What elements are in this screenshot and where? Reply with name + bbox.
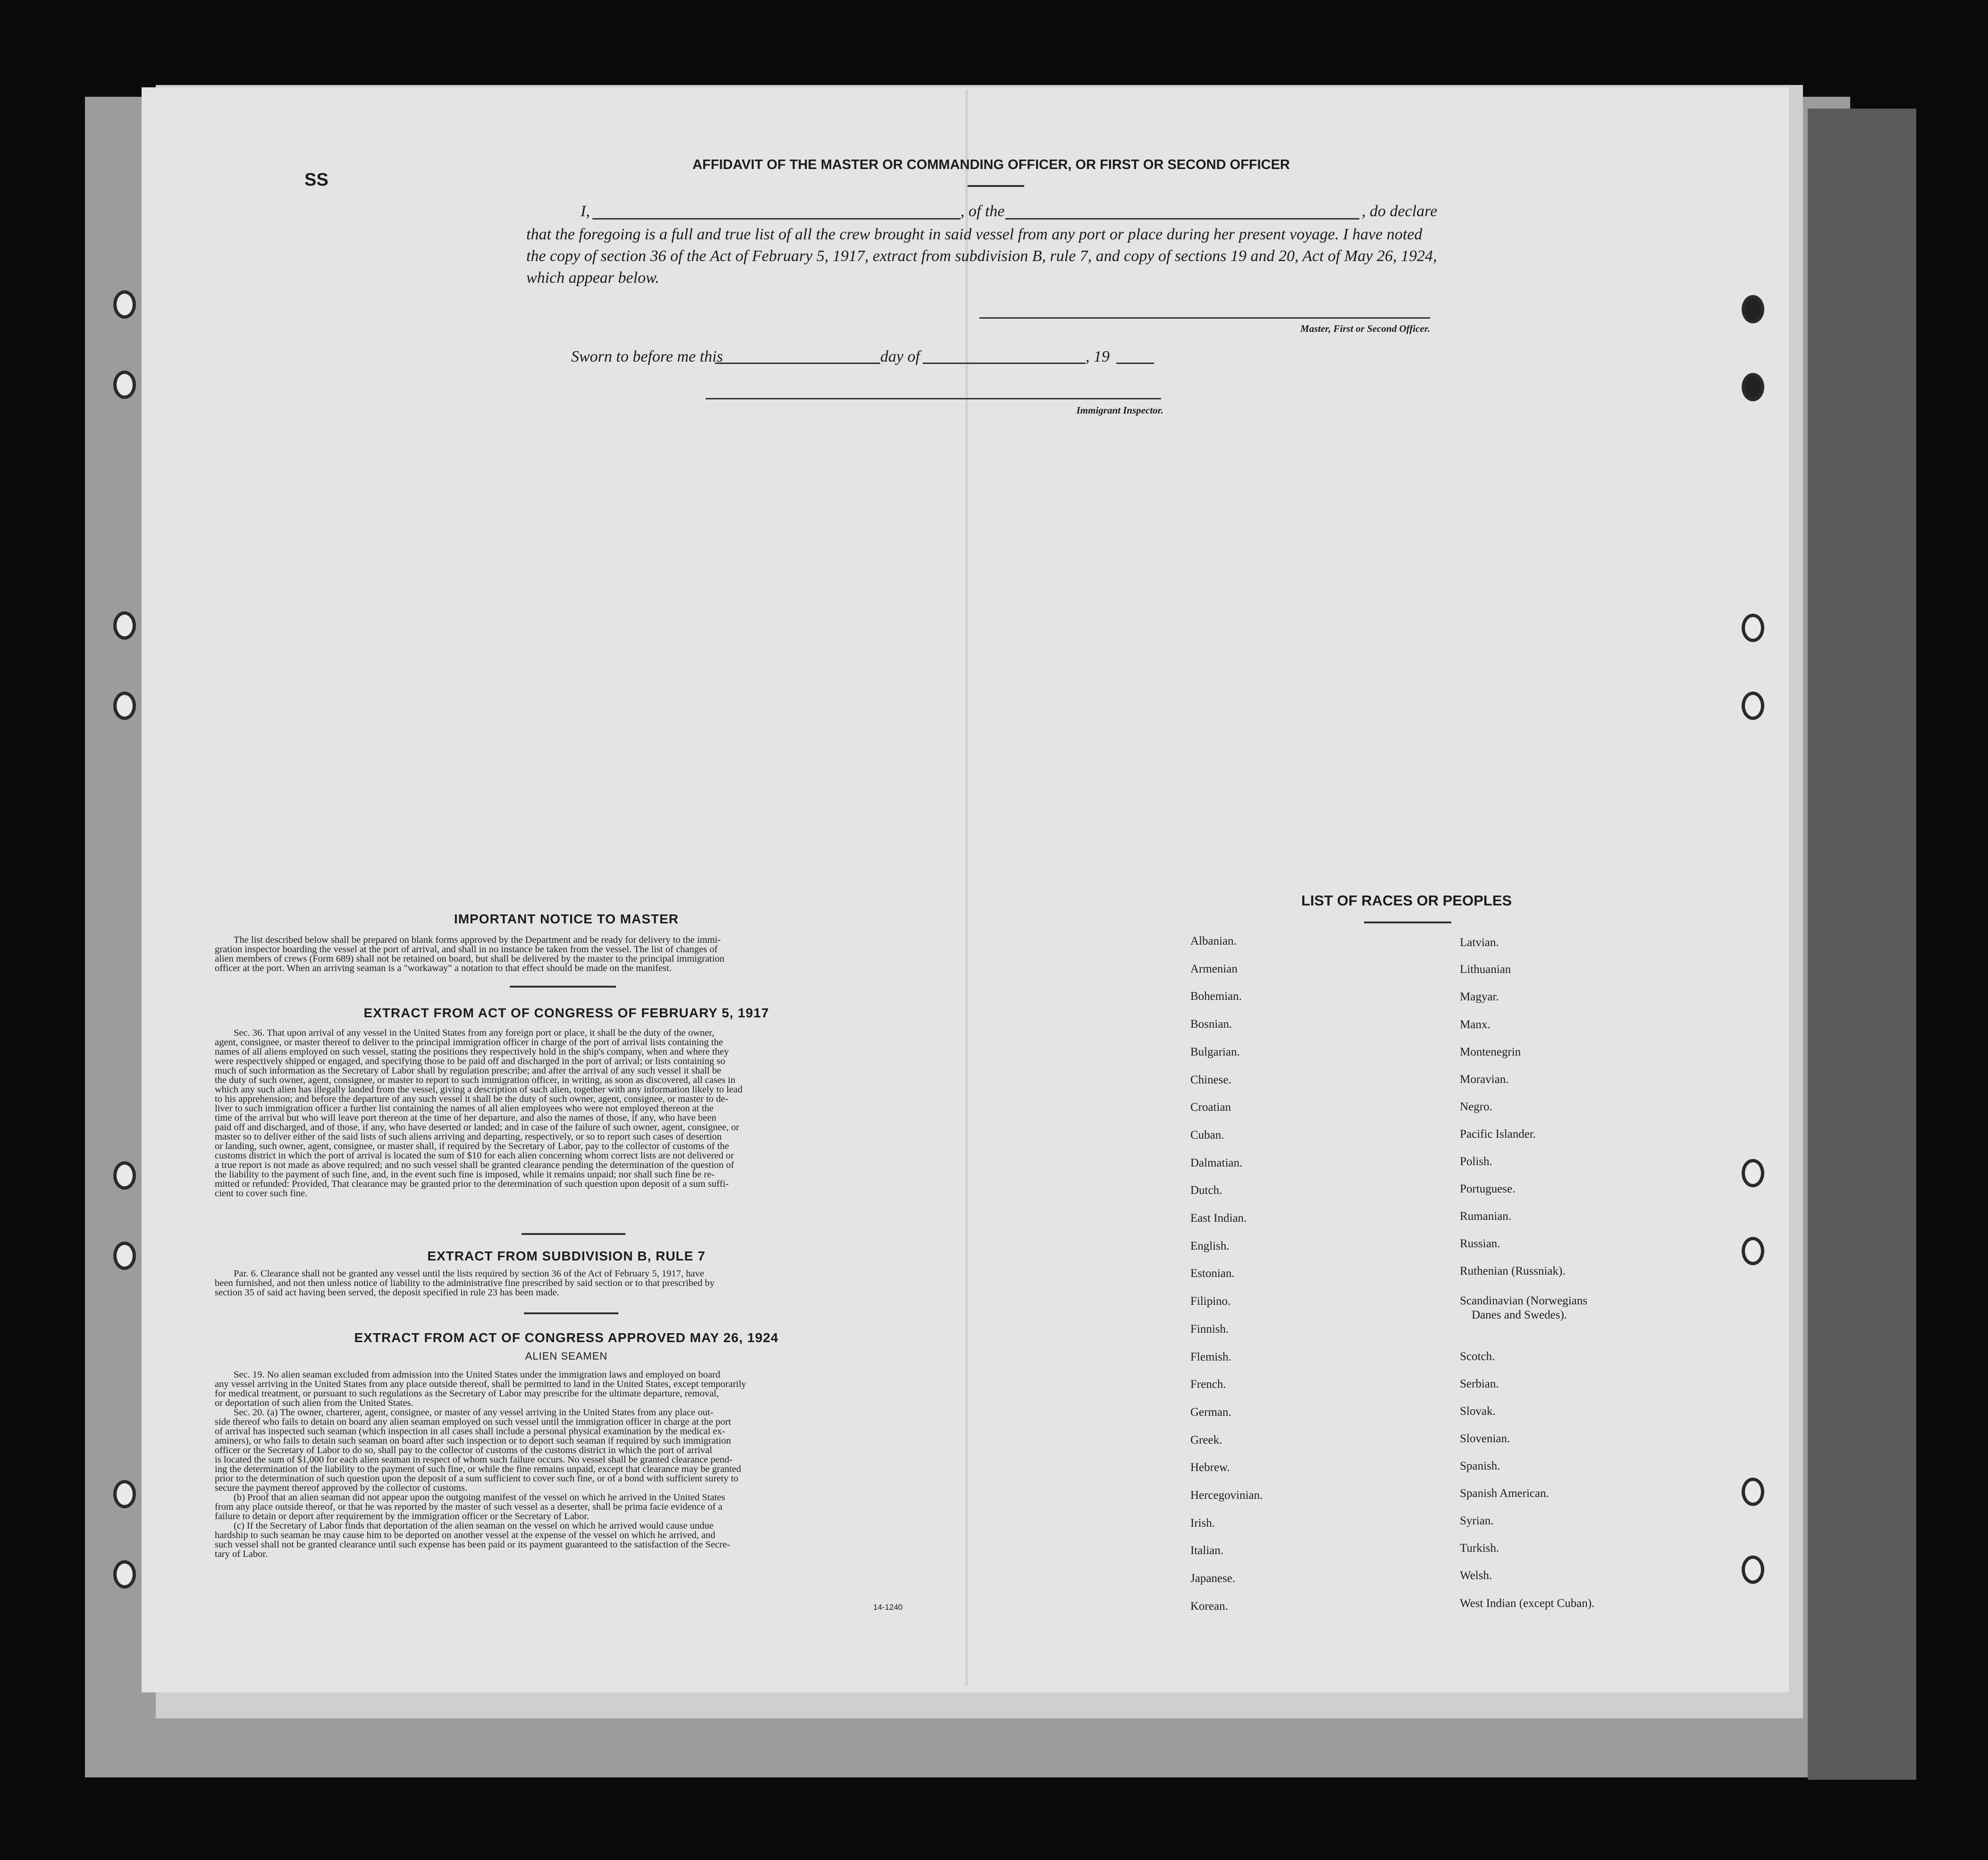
act-1924-line: is located the sum of $1,000 for each alien seaman in respect of whom such failure occurs. No vessel shall be granted clearance pend-: [215, 1454, 733, 1465]
act-1924-line: (b) Proof that an alien seaman did not appear upon the outgoing manifest of the vessel on which he arrived in the United States: [234, 1492, 725, 1503]
race-entry: Syrian.: [1460, 1514, 1494, 1527]
race-entry: Negro.: [1460, 1100, 1492, 1113]
race-entry: Serbian.: [1460, 1378, 1499, 1390]
act-1924-line: ing the determination of the liability to the payment of such fine, or while the fine remains unpaid, except that clearance may be granted: [215, 1464, 741, 1474]
binder-hole: [113, 692, 136, 720]
binder-hole: [113, 1560, 136, 1589]
race-entry: Greek.: [1190, 1433, 1222, 1446]
race-entry: Japanese.: [1190, 1572, 1236, 1585]
name-blank: [592, 218, 960, 220]
act-1917-line: to his apprehension; and before the departure of any such vessel it shall be the duty of such owner, agent, consignee, or master to de-: [215, 1094, 729, 1104]
act-1917-line: were respectively shipped or engaged, and specifying those to be paid off and discharged in the port of arrival; or lists containing so: [215, 1056, 725, 1066]
notice-line: alien members of crews (Form 689) shall not be retained on board, but shall be delivered by the master to the principal immigration: [215, 954, 724, 964]
act-1924-line: side thereof who fails to detain on board any alien seaman employed on such vessel until the immigration officer in charge at the port: [215, 1417, 731, 1427]
day-of-label: day of: [880, 348, 920, 365]
race-entry: Pacific Islander.: [1460, 1128, 1536, 1141]
notice-line: officer at the port. When an arriving seaman is a "workaway" a notation to that effect should be made on the manifest.: [215, 963, 672, 973]
act-1924-line: prior to the determination of such question upon the deposit of a sum sufficient to cover such fine, or of a bond with sufficient surety to: [215, 1473, 739, 1484]
race-entry: Albanian.: [1190, 935, 1237, 947]
act-1924-line: failure to detain or deport after requirement by the immigration officer or the Secretary of Labor.: [215, 1511, 590, 1522]
form-number: 14-1240: [873, 1603, 903, 1612]
race-entry: Slovak.: [1460, 1405, 1496, 1418]
act-1917-line: the duty of such owner, agent, consignee, or master to report to such immigration officer, in writing, as soon as discovered, all cases in: [215, 1075, 735, 1085]
affidavit-text-1: that the foregoing is a full and true list of all the crew brought in said vessel from any port or place during her present voyage. I have noted: [526, 226, 1423, 243]
archival-backing-edge: [1808, 109, 1916, 1780]
year-label: , 19: [1086, 348, 1110, 365]
act-1917-line: which any such alien has illegally landed from the vessel, giving a description of such alien, together with any information likely to lead: [215, 1084, 743, 1095]
race-entry: West Indian (except Cuban).: [1460, 1597, 1595, 1610]
act-1924-title: EXTRACT FROM ACT OF CONGRESS APPROVED MAY 26, 1924: [354, 1330, 779, 1345]
act-1917-line: or landing, such owner, agent, consignee, or master shall, if required by the Secretary of Labor, pay to the collector of customs of the: [215, 1141, 729, 1151]
title-rule: [968, 185, 1024, 187]
act-1917-line: customs district in which the port of arrival is located the sum of $10 for each alien concerning whom correct lists are not delivered or: [215, 1150, 734, 1161]
race-entry: Cuban.: [1190, 1128, 1224, 1141]
binder-hole: [113, 290, 136, 319]
races-title-rule: [1364, 922, 1451, 923]
year-blank: [1116, 363, 1154, 364]
act-1924-line: aminers), or who fails to detain such seaman on board after such inspection or to deport such seaman if required by such immigration: [215, 1436, 731, 1446]
binder-hole: [1742, 1159, 1764, 1187]
binder-hole: [113, 1242, 136, 1270]
race-entry: Dutch.: [1190, 1184, 1222, 1197]
act-1917-line: the liability to the payment of such fine, and, in the event such fine is imposed, while it remains unpaid; nor shall such fine be re-: [215, 1169, 715, 1180]
act-1924-line: of arrival has inspected such seaman (which inspection in all cases shall include a personal physical examination by the medical ex-: [215, 1426, 725, 1437]
act-1924-line: Sec. 19. No alien seaman excluded from admission into the United States under the immigration laws and employed on board: [234, 1370, 721, 1380]
race-entry: Ruthenian (Russniak).: [1460, 1265, 1566, 1277]
inspector-line: [706, 398, 1161, 399]
notice-body: [215, 935, 918, 973]
race-entry: Russian.: [1460, 1237, 1500, 1250]
binder-hole: [1742, 373, 1764, 401]
vessel-blank: [1005, 218, 1359, 220]
affidavit-text-2: the copy of section 36 of the Act of February 5, 1917, extract from subdivision B, rule 7, and copy of sections 19 and 20, Act of May 26, 1924,: [526, 247, 1437, 265]
affidavit-text-3: which appear below.: [526, 269, 659, 287]
notice-title: IMPORTANT NOTICE TO MASTER: [454, 912, 679, 926]
section-rule: [522, 1233, 625, 1235]
act-1924-line: Sec. 20. (a) The owner, charterer, agent, consignee, or master of any vessel arriving in the United States from any place out-: [234, 1407, 714, 1418]
notice-line: The list described below shall be prepared on blank forms approved by the Department and be ready for delivery to the immi-: [234, 935, 721, 945]
race-entry: Irish.: [1190, 1516, 1215, 1530]
act-1917-line: agent, consignee, or master thereof to deliver to the principal immigration officer in charge of the port of arrival lists containing the: [215, 1037, 723, 1048]
act-1924-line: secure the payment thereof approved by the collector of customs.: [215, 1483, 468, 1493]
act-1924-line: from any place outside thereof, or that he was reported by the master of such vessel as a deserter, shall be prima facie evidence of a: [215, 1502, 723, 1512]
binder-hole: [113, 1161, 136, 1190]
act-1924-line: tary of Labor.: [215, 1549, 268, 1559]
race-entry: Armenian: [1190, 962, 1238, 975]
act-1924-line: officer or the Secretary of Labor to do so, shall pay to the collector of customs of the customs district in which the port of arrival: [215, 1445, 712, 1455]
race-entry: Magyar.: [1460, 990, 1499, 1003]
act-1924-line: hardship to such seaman he may cause him to be deported on another vessel at the expense of the vessel on which he arrived, and: [215, 1530, 716, 1540]
act-1917-line: mitted or refunded: Provided, That clearance may be granted prior to the determination of such question upon deposit of a sum suffi-: [215, 1179, 729, 1189]
race-entry: Estonian.: [1190, 1267, 1235, 1280]
act-1917-title: EXTRACT FROM ACT OF CONGRESS OF FEBRUARY 5, 1917: [363, 1006, 769, 1020]
race-entry: Flemish.: [1190, 1350, 1231, 1363]
race-entry: Finnish.: [1190, 1322, 1229, 1336]
act-1924-body: [215, 1370, 918, 1559]
act-1917-line: a true report is not made as above required; and no such vessel shall be granted clearance pending the determination of the question of: [215, 1160, 734, 1170]
notice-line: gration inspector boarding the vessel at the port of arrival, and shall in no instance be taken from the vessel. The list of changes of: [215, 944, 718, 955]
race-entry: Bosnian.: [1190, 1018, 1232, 1031]
act-1924-subtitle: ALIEN SEAMEN: [525, 1350, 608, 1362]
race-entry: East Indian.: [1190, 1212, 1247, 1225]
binder-hole: [113, 611, 136, 640]
act-1917-line: time of the arrival but who will leave port thereon at the time of her departure, and also the names of those, if any, who have been: [215, 1113, 716, 1123]
inspector-caption: Immigrant Inspector.: [1076, 405, 1163, 416]
binder-hole: [1742, 295, 1764, 323]
race-entry: German.: [1190, 1405, 1231, 1419]
race-entry: Dalmatian.: [1190, 1156, 1243, 1169]
binder-hole: [113, 1480, 136, 1508]
race-entry: Latvian.: [1460, 936, 1499, 949]
act-1917-body: [215, 1028, 918, 1198]
race-entry: Portuguese.: [1460, 1183, 1516, 1195]
sworn-label: Sworn to before me this: [571, 348, 723, 365]
race-entry: Spanish American.: [1460, 1487, 1549, 1500]
race-entry: French.: [1190, 1378, 1226, 1391]
race-entry: Hercegovinian.: [1190, 1489, 1263, 1502]
race-entry: Welsh.: [1460, 1569, 1492, 1582]
race-entry: English.: [1190, 1239, 1230, 1252]
race-entry: Bohemian.: [1190, 990, 1242, 1003]
race-entry: Hebrew.: [1190, 1461, 1230, 1474]
act-1917-line: liver to such immigration officer a further list containing the names of all alien employees who were not employed thereon at the: [215, 1103, 714, 1114]
act-1917-line: Sec. 36. That upon arrival of any vessel in the United States from any foreign port or place, it shall be the duty of the owner,: [234, 1028, 715, 1038]
race-entry: Scandinavian (Norwegians: [1460, 1294, 1588, 1307]
affidavit-declare: , do declare: [1362, 203, 1438, 220]
rule-7-line: section 35 of said act having been served, the deposit specified in rule 23 has been made.: [215, 1287, 559, 1298]
rule-7-line: Par. 6. Clearance shall not be granted any vessel until the lists required by section 36 of the Act of February 5, 1917, have: [234, 1268, 704, 1279]
affidavit-of-the-label: , of the: [960, 203, 1005, 220]
signature-caption: Master, First or Second Officer.: [1300, 323, 1430, 334]
race-entry: Croatian: [1190, 1101, 1231, 1114]
act-1917-line: cient to cover such fine.: [215, 1188, 308, 1199]
act-1917-line: names of all aliens employed on such vessel, stating the positions they respectively hold in the ship's company, when and where they: [215, 1047, 729, 1057]
day-blank: [715, 363, 880, 364]
binder-hole: [1742, 692, 1764, 720]
race-entry: Filipino.: [1190, 1295, 1231, 1308]
page-fold: [965, 90, 968, 1685]
act-1924-line: such vessel shall not be granted clearance until such expense has been paid or its payment guaranteed to the satisfaction of the Secre-: [215, 1539, 730, 1550]
races-title: LIST OF RACES OR PEOPLES: [1301, 892, 1512, 909]
rule-7-title: EXTRACT FROM SUBDIVISION B, RULE 7: [427, 1249, 706, 1263]
act-1924-line: or deportation of such alien from the United States.: [215, 1398, 413, 1408]
act-1924-line: any vessel arriving in the United States from any place outside thereof, shall be permitted to land in the United States, except temporarily: [215, 1379, 747, 1389]
race-entry: Chinese.: [1190, 1073, 1231, 1086]
race-entry: Moravian.: [1460, 1073, 1509, 1086]
act-1917-line: much of such information as the Secretary of Labor shall by regulation prescribe; and after the arrival of any such vessel it shall be: [215, 1065, 722, 1076]
race-entry: Montenegrin: [1460, 1046, 1521, 1058]
race-entry: Slovenian.: [1460, 1432, 1510, 1445]
section-rule: [510, 986, 616, 988]
rule-7-body: [215, 1269, 918, 1297]
signature-line: [979, 317, 1430, 319]
section-rule: [524, 1312, 618, 1314]
binder-hole: [1742, 1478, 1764, 1506]
month-blank: [923, 363, 1086, 364]
race-entry: Spanish.: [1460, 1460, 1500, 1472]
race-entry: Bulgarian.: [1190, 1045, 1240, 1058]
race-entry: Scotch.: [1460, 1350, 1495, 1363]
affidavit-i-label: I,: [581, 203, 590, 220]
binder-hole: [1742, 614, 1764, 642]
rule-7-line: been furnished, and not then unless notice of liability to the administrative fine prescribed by said section or to that prescribed by: [215, 1278, 715, 1288]
race-entry: Manx.: [1460, 1018, 1491, 1031]
race-entry: Lithuanian: [1460, 963, 1511, 976]
act-1924-line: for medical treatment, or pursuant to such regulations as the Secretary of Labor may prescribe for the ultimate departure, removal,: [215, 1388, 719, 1399]
race-entry: Polish.: [1460, 1155, 1492, 1168]
race-entry: Rumanian.: [1460, 1210, 1512, 1223]
binder-hole: [1742, 1237, 1764, 1265]
affidavit-title: AFFIDAVIT OF THE MASTER OR COMMANDING OFFICER, OR FIRST OR SECOND OFFICER: [692, 157, 1290, 172]
act-1917-line: master so to deliver either of the said lists of such aliens arriving and departing, respectively, or so to report such cases of desertion: [215, 1132, 722, 1142]
act-1917-line: paid off and discharged, and of those, if any, who have deserted or landed; and in case of the failure of such owner, agent, consignee, or: [215, 1122, 740, 1133]
race-entry: Italian.: [1190, 1544, 1224, 1557]
race-entry: Korean.: [1190, 1599, 1228, 1613]
binder-hole: [1742, 1556, 1764, 1584]
act-1924-line: (c) If the Secretary of Labor finds that deportation of the alien seaman on the vessel on which he arrived would cause undue: [234, 1521, 714, 1531]
race-entry: Turkish.: [1460, 1542, 1499, 1555]
race-entry: Danes and Swedes).: [1472, 1309, 1567, 1321]
corner-mark: SS: [304, 170, 329, 190]
binder-hole: [113, 371, 136, 399]
